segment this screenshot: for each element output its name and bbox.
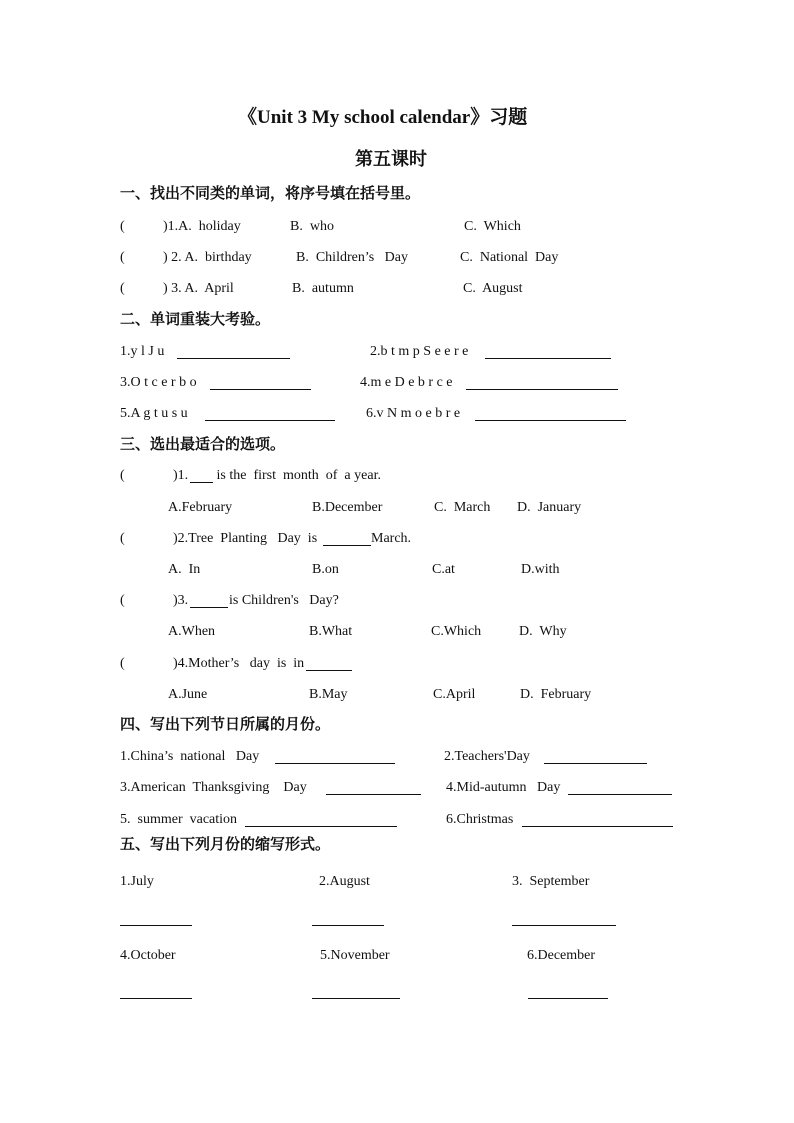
s3-q3-option-a: A.When [168, 624, 216, 639]
s3-q4-stem-start: )4.Mother’s day is in [173, 656, 305, 671]
page-title: 《Unit 3 My school calendar》习题 [238, 107, 528, 128]
s3-q1-option-b: B.December [312, 500, 383, 515]
s2-answer-line-2[interactable] [485, 358, 611, 359]
s3-q3-bracket: ( [120, 593, 125, 608]
s3-q1-option-d: D. January [517, 500, 582, 515]
s4-answer-line-6[interactable] [522, 826, 673, 827]
page-subtitle: 第五课时 [355, 149, 427, 169]
section-4-heading: 四、写出下列节日所属的月份。 [120, 717, 331, 733]
s2-answer-line-3[interactable] [210, 389, 311, 390]
s5-answer-line-6[interactable] [528, 998, 608, 999]
s3-q1-stem-end: is the first month of a year. [213, 468, 381, 483]
s1-q3-option-a: ) 3. A. April [163, 281, 234, 296]
s1-q3-option-b: B. autumn [292, 281, 354, 296]
s2-item-4: 4.m e D e b r c e [360, 375, 453, 390]
section-5-heading: 五、写出下列月份的缩写形式。 [120, 837, 331, 853]
s3-q2-option-d: D.with [521, 562, 560, 577]
s4-item-3: 3.American Thanksgiving Day [120, 780, 307, 795]
s1-q2-option-a: ) 2. A. birthday [163, 250, 252, 265]
s5-answer-line-2[interactable] [312, 925, 384, 926]
s2-answer-line-5[interactable] [205, 420, 335, 421]
s5-answer-line-4[interactable] [120, 998, 192, 999]
s3-q1-option-a: A.February [168, 500, 233, 515]
s4-answer-line-3[interactable] [326, 794, 421, 795]
s2-item-6: 6.v N m o e b r e [366, 406, 461, 421]
s5-answer-line-3[interactable] [512, 925, 616, 926]
section-1-heading: 一、找出不同类的单词，将序号填在括号里。 [120, 186, 421, 202]
s5-answer-line-1[interactable] [120, 925, 192, 926]
s4-answer-line-4[interactable] [568, 794, 672, 795]
s3-q4-option-b: B.May [309, 687, 348, 702]
s3-q1-blank[interactable] [190, 482, 213, 483]
s3-q1-bracket: ( [120, 468, 125, 483]
s4-item-6: 6.Christmas [446, 812, 514, 827]
s3-q3-option-c: C.Which [431, 624, 482, 639]
s3-q2-blank[interactable] [323, 545, 371, 546]
s4-answer-line-5[interactable] [245, 826, 397, 827]
s3-q3-option-d: D. Why [519, 624, 567, 639]
s1-q2-bracket: ( [120, 250, 125, 265]
s1-q1-option-b: B. who [290, 219, 334, 234]
section-2-heading: 二、单词重装大考验。 [120, 312, 271, 328]
s3-q4-option-d: D. February [520, 687, 592, 702]
section-3-heading: 三、选出最适合的选项。 [120, 437, 286, 453]
s5-item-5: 5.November [320, 948, 390, 963]
s2-item-3: 3.O t c e r b o [120, 375, 197, 390]
s3-q4-blank[interactable] [306, 670, 352, 671]
s3-q2-stem-end: March. [371, 531, 412, 546]
s3-q4-bracket: ( [120, 656, 125, 671]
s3-q3-option-b: B.What [309, 624, 353, 639]
s4-answer-line-1[interactable] [275, 763, 395, 764]
s5-item-3: 3. September [512, 874, 590, 889]
s3-q1-stem-start: )1. [173, 468, 189, 483]
s1-q1-option-c: C. Which [464, 219, 521, 234]
s5-answer-line-5[interactable] [312, 998, 400, 999]
s3-q4-option-a: A.June [168, 687, 208, 702]
s5-item-1: 1.July [120, 874, 154, 889]
s4-item-5: 5. summer vacation [120, 812, 238, 827]
s1-q2-option-b: B. Children’s Day [296, 250, 408, 265]
s2-answer-line-1[interactable] [177, 358, 290, 359]
s3-q2-option-b: B.on [312, 562, 339, 577]
s3-q2-bracket: ( [120, 531, 125, 546]
s3-q2-option-c: C.at [432, 562, 455, 577]
s5-item-6: 6.December [527, 948, 596, 963]
s3-q3-blank[interactable] [190, 607, 228, 608]
s5-item-4: 4.October [120, 948, 176, 963]
s2-item-5: 5.A g t u s u [120, 406, 188, 421]
s3-q1-option-c: C. March [434, 500, 491, 515]
s1-q1-option-a: )1.A. holiday [163, 219, 241, 234]
s1-q1-bracket: ( [120, 219, 125, 234]
s5-item-2: 2.August [319, 874, 370, 889]
s3-q2-stem-start: )2.Tree Planting Day is [173, 531, 318, 546]
s1-q2-option-c: C. National Day [460, 250, 559, 265]
s1-q3-bracket: ( [120, 281, 125, 296]
s3-q3-stem-start: )3. [173, 593, 189, 608]
s4-item-4: 4.Mid-autumn Day [446, 780, 561, 795]
s4-item-1: 1.China’s national Day [120, 749, 260, 764]
s3-q2-option-a: A. In [168, 562, 201, 577]
s2-answer-line-6[interactable] [475, 420, 626, 421]
s2-answer-line-4[interactable] [466, 389, 618, 390]
s2-item-1: 1.y l J u [120, 344, 165, 359]
s2-item-2: 2.b t m p S e e r e [370, 344, 469, 359]
s3-q3-stem-end: is Children's Day? [229, 593, 339, 608]
s3-q4-option-c: C.April [433, 687, 476, 702]
s1-q3-option-c: C. August [463, 281, 523, 296]
s4-answer-line-2[interactable] [544, 763, 647, 764]
s4-item-2: 2.Teachers'Day [444, 749, 530, 764]
